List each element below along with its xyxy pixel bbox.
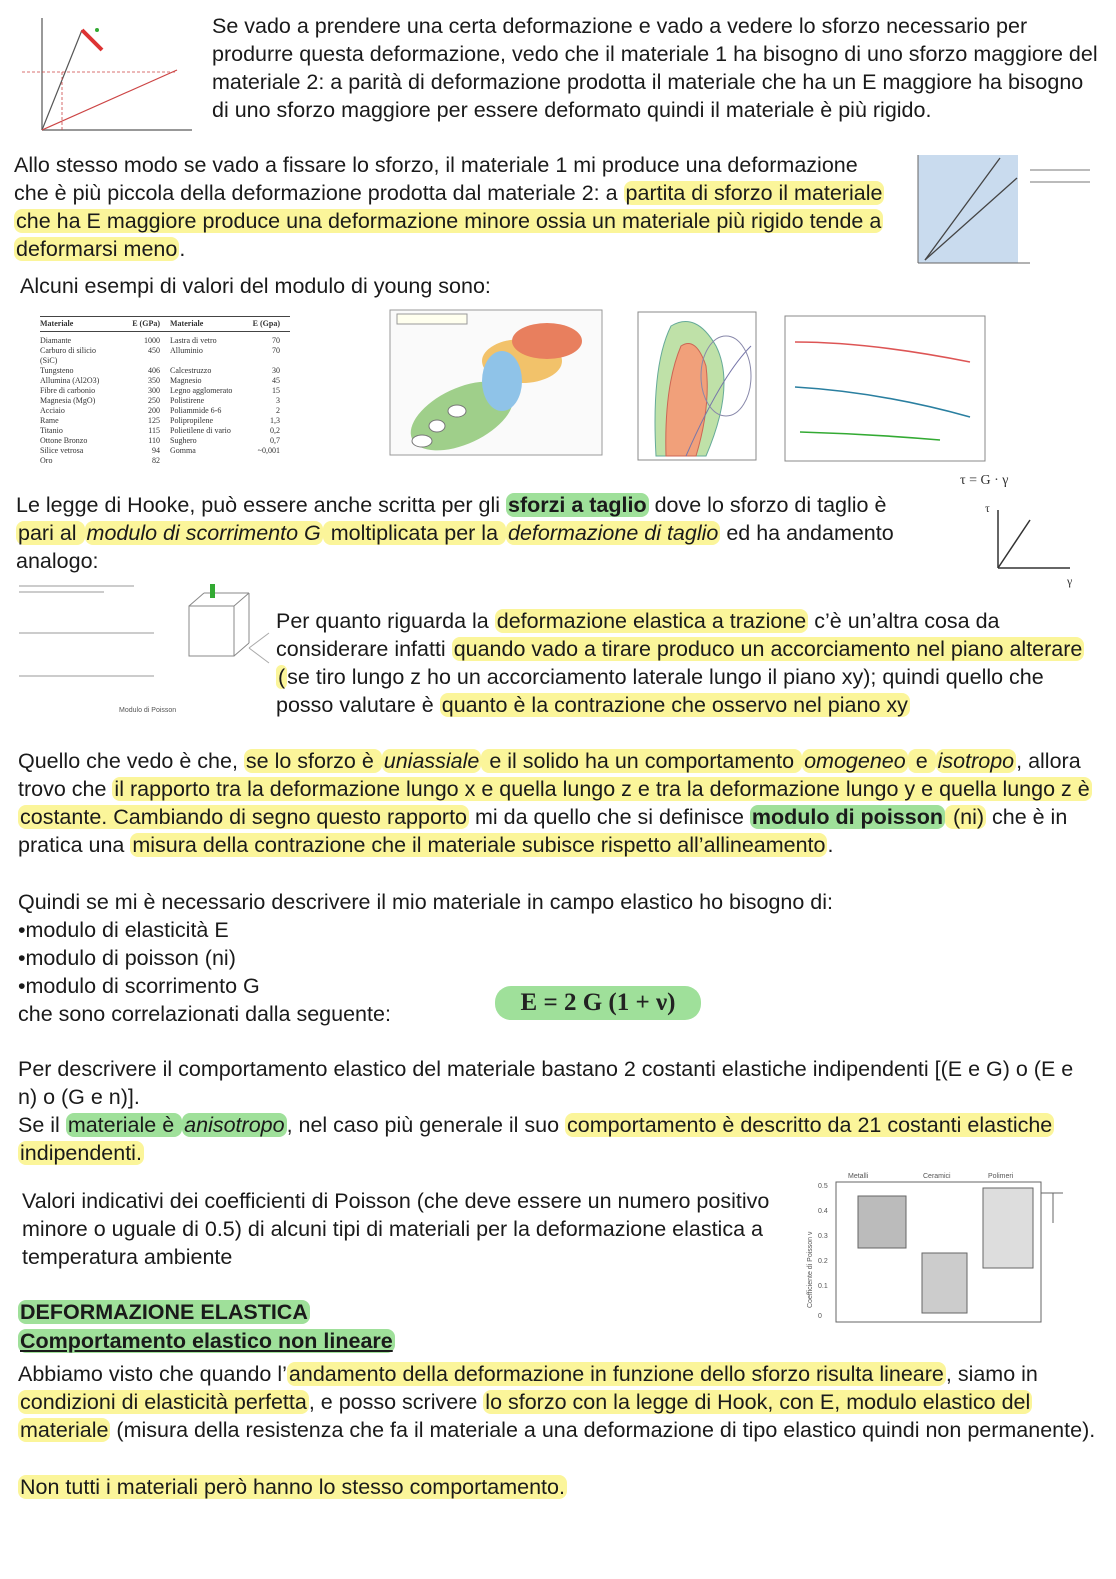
table-cell: Poliammide 6-6	[170, 406, 222, 415]
poisson-coefficient-chart	[808, 1168, 1078, 1328]
shear-axis-y-label: τ	[985, 501, 990, 515]
table-row	[40, 416, 290, 426]
svg-text:0.2: 0.2	[818, 1258, 828, 1265]
list-item: •modulo di poisson (ni)	[18, 946, 236, 970]
table-cell: 250	[148, 396, 160, 405]
table-cell: Acciaio	[40, 406, 65, 415]
table-cell: Oro	[40, 456, 53, 465]
paragraph-young-examples: Alcuni esempi di valori del modulo di young sono:	[20, 274, 491, 298]
table-cell: 406	[148, 366, 160, 375]
table-cell: Legno agglomerato	[170, 386, 233, 395]
table-cell: 350	[148, 376, 160, 385]
table-cell: 110	[148, 436, 160, 445]
paragraph-stress-comparison: Se vado a prendere una certa deformazione e vado a vedere lo sforzo necessario per produrre questa deformazione, vedo che il materiale 1 ha bisogno di uno sforzo maggiore del materiale 2: a parità di deformazione prodotta il materiale che ha un E maggiore ha bisogno di uno sforzo maggiore per essere deformato quindi il materiale è più rigido.	[212, 14, 1098, 122]
table-cell: Gomma	[170, 446, 196, 455]
table-cell: Tungsteno	[40, 366, 74, 375]
svg-text:Ceramici: Ceramici	[923, 1173, 951, 1180]
table-cell: 200	[148, 406, 160, 415]
paragraph-nonlinear-elastic: Abbiamo visto che quando l’andamento della deformazione in funzione dello sforzo risulta lineare, siamo in condizioni di elasticità perfetta, e posso scrivere lo sforzo con la legge di Hook, con E, modulo elastico del materiale (misura della resistenza che fa il materiale a una deformazione di tipo elastico quindi non permanente).	[18, 1362, 1096, 1442]
table-cell: 94	[152, 446, 160, 455]
svg-text:0.3: 0.3	[818, 1233, 828, 1240]
table-cell: Rame	[40, 416, 59, 425]
table-row	[40, 386, 290, 396]
svg-text:Metalli: Metalli	[848, 1173, 869, 1180]
table-cell: Calcestruzzo	[170, 366, 212, 375]
table-row	[40, 436, 290, 446]
table-cell: 1,3	[270, 416, 280, 425]
table-cell: 125	[148, 416, 160, 425]
table-cell: Carburo di silicio (SiC)	[40, 346, 96, 365]
table-cell: 15	[272, 386, 280, 395]
table-cell: 0,7	[270, 436, 280, 445]
svg-text:Polimeri: Polimeri	[988, 1173, 1014, 1180]
table-cell: Lastra di vetro	[170, 336, 217, 345]
paragraph-hooke-shear: Le legge di Hooke, può essere anche scritta per gli sforzi a taglio dove lo sforzo di taglio è pari al modulo di scorrimento G moltiplicata per la deformazione di taglio ed ha andamento analogo:	[16, 493, 894, 573]
table-cell: 70	[272, 346, 280, 355]
table-row	[40, 426, 290, 436]
paragraph-elastic-traction: Per quanto riguarda la deformazione elastica a trazione c’è un’altra cosa da considerare infatti quando vado a tirare produco un accorciamento nel piano alterare (se tiro lungo z ho un accorciamento laterale lungo il piano xy); quindi quello che posso valutare è quanto è la contrazione che osservo nel piano xy	[276, 609, 1083, 717]
svg-text:0.1: 0.1	[818, 1283, 828, 1290]
table-cell: Polistirene	[170, 396, 205, 405]
table-cell: Fibre di carbonio	[40, 386, 96, 395]
table-row	[40, 446, 290, 456]
table-cell: Magnesia (MgO)	[40, 396, 96, 405]
table-cell: Polietilene di vario	[170, 426, 231, 435]
ashby-chart	[626, 306, 761, 466]
table-header-row: Materiale E (GPa) Materiale E (Gpa)	[40, 316, 290, 332]
table-cell: 70	[272, 336, 280, 345]
table-row	[40, 376, 290, 386]
table-cell: 3	[276, 396, 280, 405]
young-modulus-table	[40, 316, 290, 476]
table-cell: Polipropilene	[170, 416, 214, 425]
table-row	[40, 366, 290, 376]
table-cell: Magnesio	[170, 376, 202, 385]
table-row	[40, 406, 290, 416]
paragraph-fixed-stress: Allo stesso modo se vado a fissare lo sforzo, il materiale 1 mi produce una deformazione che è più piccola della deformazione prodotta dal materiale 2: a partita di sforzo il materiale che ha E maggiore produce una deformazione minore ossia un materiale più rigido tende a deformarsi meno.	[14, 153, 883, 261]
section-heading: DEFORMAZIONE ELASTICA	[20, 1300, 308, 1324]
table-cell: Silice vetrosa	[40, 446, 84, 455]
table-cell: 45	[272, 376, 280, 385]
poisson-figure-label: Modulo di Poisson	[119, 707, 177, 714]
svg-text:Coefficiente di Poisson ν: Coefficiente di Poisson ν	[807, 1231, 814, 1308]
paragraph-poisson-values: Valori indicativi dei coefficienti di Poisson (che deve essere un numero positivo minore o uguale di 0.5) di alcuni tipi di materiali per la deformazione elastica a temperatura ambiente	[22, 1189, 770, 1269]
svg-text:0: 0	[818, 1313, 822, 1320]
temperature-curves-chart	[770, 312, 990, 472]
table-cell: 1000	[144, 336, 160, 345]
table-cell: 0,2	[270, 426, 280, 435]
table-cell: Ottone Bronzo	[40, 436, 88, 445]
table-cell	[245, 456, 280, 466]
table-cell: Titanio	[40, 426, 63, 435]
table-cell	[170, 456, 245, 466]
table-cell: Diamante	[40, 336, 72, 345]
stress-strain-comparison-figure	[12, 10, 202, 140]
elastic-constants-formula: E = 2 G (1 + ν)	[495, 986, 701, 1020]
table-row	[40, 346, 290, 366]
poisson-deformation-figure	[14, 578, 269, 728]
list-item: •modulo di scorrimento G	[18, 974, 260, 998]
section-subheading: Comportamento elastico non lineare	[20, 1329, 393, 1353]
shear-axis-x-label: γ	[1067, 574, 1073, 588]
table-cell: 450	[148, 346, 160, 355]
table-row	[40, 456, 290, 466]
shear-stress-plot	[955, 470, 1085, 590]
shear-formula-label: τ = G · γ	[960, 473, 1009, 488]
paragraph-anisotropic: Se il materiale è anisotropo, nel caso più generale il suo comportamento è descritto da 21 costanti elastiche indipendenti.	[18, 1113, 1053, 1165]
paragraph-not-all-materials: Non tutti i materiali però hanno lo stesso comportamento.	[20, 1475, 565, 1499]
table-cell: ~0,001	[257, 446, 280, 455]
table-row	[40, 396, 290, 406]
table-row	[40, 336, 290, 346]
table-cell: 30	[272, 366, 280, 375]
paragraph-elastic-constants: Quindi se mi è necessario descrivere il mio materiale in campo elastico ho bisogno di: •modulo di elasticità E •modulo di poisson (ni) •modulo di scorrimento G che sono correlazionati dalla seguente:	[18, 888, 1098, 1028]
paragraph-poisson-ratio: Quello che vedo è che, se lo sforzo è uniassiale e il solido ha un comportamento omogeneo e isotropo, allora trovo che il rapporto tra la deformazione lungo x e quella lungo z e tra la deformazione lungo y e quella lungo z è costante. Cambiando di segno questo rapporto mi da quello che si definisce modulo di poisson (ni) che è in pratica una misura della contrazione che il materiale subisce rispetto all’allineamento.	[18, 749, 1090, 857]
table-cell: 2	[276, 406, 280, 415]
list-item: •modulo di elasticità E	[18, 918, 229, 942]
table-cell: Alluminio	[170, 346, 203, 355]
young-modulus-chart-figure	[905, 150, 1105, 275]
svg-text:0.4: 0.4	[818, 1208, 828, 1215]
svg-text:0.5: 0.5	[818, 1183, 828, 1190]
table-cell: Sughero	[170, 436, 197, 445]
materials-selection-chart	[372, 306, 612, 466]
table-cell: 82	[152, 456, 160, 465]
table-cell: Allumina (Al2O3)	[40, 376, 100, 385]
table-cell: 115	[148, 426, 160, 435]
table-cell: 300	[148, 386, 160, 395]
paragraph-independent-constants: Per descrivere il comportamento elastico del materiale bastano 2 costanti elastiche indipendenti [(E e G) o (E e n) o (G e n)].	[18, 1057, 1074, 1109]
